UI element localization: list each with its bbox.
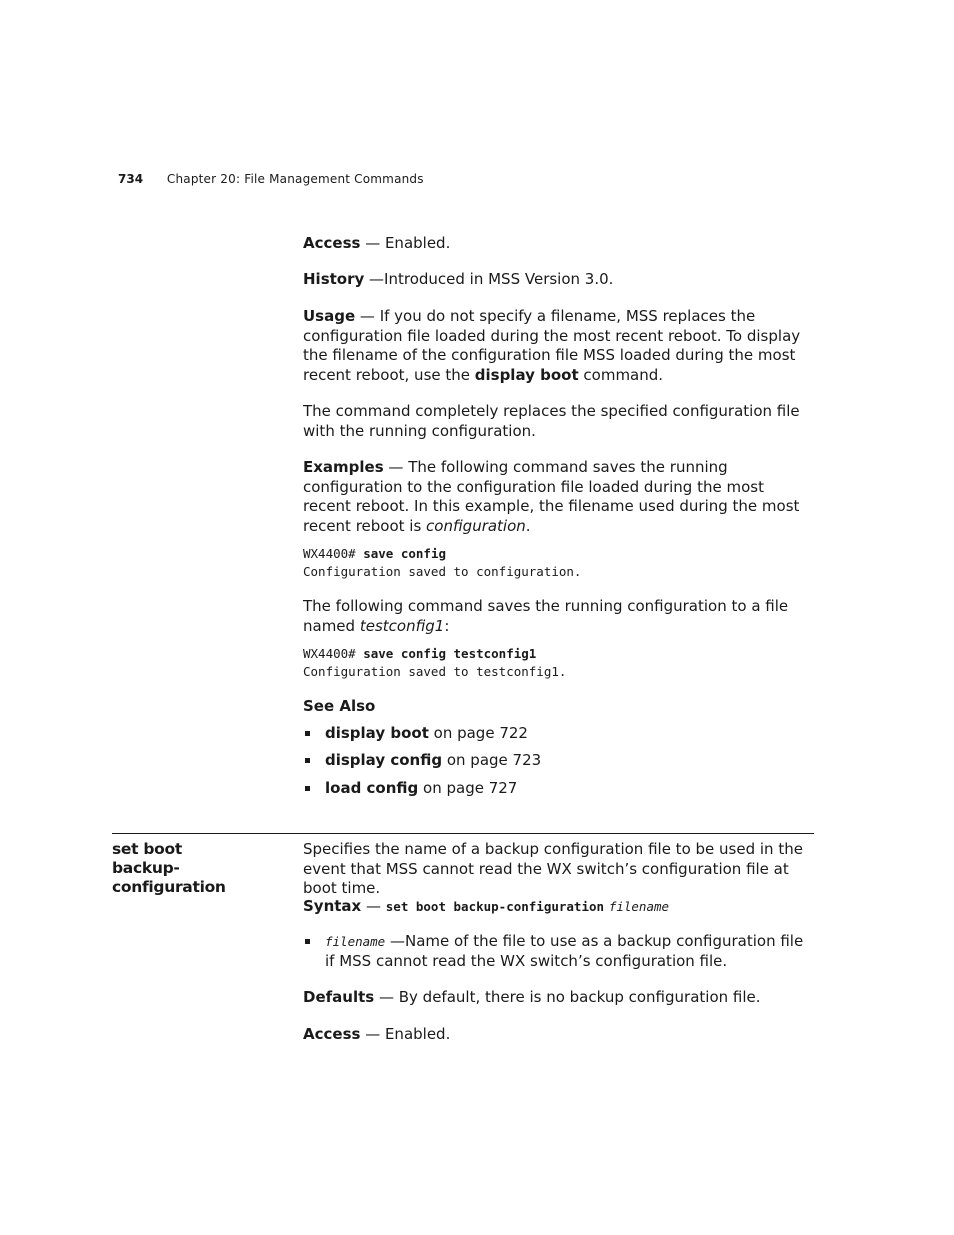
section-title [112,840,292,897]
access-paragraph-2 [303,1025,815,1045]
following-text: The following command saves the running configuration to a file named [303,597,789,635]
following-italic: testconfig1 [359,616,445,635]
see-also-item[interactable] [303,724,815,744]
syntax-paragraph [303,897,815,917]
bullet-square-icon [305,786,310,791]
code2-command: save config testconfig1 [363,646,537,661]
usage-text-end: command. [578,365,664,384]
parameter-item [303,932,815,971]
examples-label: Examples [303,458,384,476]
see-also-item[interactable] [303,751,815,771]
code1-prompt: WX4400# [303,546,364,561]
syntax-command: set boot backup-configuration [385,899,605,914]
defaults-paragraph [303,988,815,1008]
examples-text: — The following command saves the running configuration to the configuration file loaded during the most recent reboot. In this example, the filename used during the most recent reboot is [303,458,800,535]
examples-paragraph [303,458,815,536]
defaults-label: Defaults [303,988,375,1006]
see-also-command[interactable]: display boot [325,724,429,742]
section-title-line2: backup-configuration [112,859,226,896]
see-also-heading [303,697,815,717]
code1-command: save config [363,546,447,561]
page-number: 734 [118,172,144,186]
code-example-1 [303,545,815,581]
access-label-2: Access [303,1025,361,1043]
see-also-page: on page 722 [428,724,528,742]
syntax-dash: — [361,897,386,915]
syntax-parameter: filename [608,899,670,914]
access-label: Access [303,234,361,252]
code-example-2 [303,645,815,681]
replace-text: The command completely replaces the specified configuration file with the running configuration. [303,402,800,440]
code2-output: Configuration saved to testconfig1. [303,664,567,679]
see-also-page: on page 727 [418,779,518,797]
see-also-command[interactable]: display config [325,751,443,769]
chapter-title: Chapter 20: File Management Commands [166,172,424,186]
examples-italic: configuration [426,516,526,535]
following-end: : [444,616,450,635]
bullet-square-icon [305,731,310,736]
history-text: —Introduced in MSS Version 3.0. [364,270,614,288]
access-text: — Enabled. [360,234,451,252]
running-header [118,172,424,186]
bullet-square-icon [305,939,310,944]
usage-text: — If you do not specify a filename, MSS replaces the configuration file loaded during the most recent reboot. To display the filename of the configuration file MSS loaded during the most recent reboot, use the [303,307,801,384]
history-paragraph [303,270,815,290]
usage-paragraph [303,307,815,385]
code1-output: Configuration saved to configuration. [303,564,582,579]
see-also-item[interactable] [303,779,815,799]
examples-end: . [525,516,531,535]
code2-prompt: WX4400# [303,646,364,661]
access-paragraph [303,234,815,254]
defaults-text: — By default, there is no backup configuration file. [374,988,761,1006]
section-title-line1: set boot [112,840,182,858]
syntax-label: Syntax [303,897,362,915]
see-also-page: on page 723 [442,751,542,769]
description-text: Specifies the name of a backup configuration file to be used in the event that MSS cannot read the WX switch’s configuration file at boot time. [303,840,803,897]
usage-label: Usage [303,307,356,325]
following-paragraph [303,597,815,636]
history-label: History [303,270,365,288]
parameter-description: —Name of the file to use as a backup configuration file if MSS cannot read the WX switch’s configuration file. [325,932,804,970]
access-text-2: — Enabled. [360,1025,451,1043]
bullet-square-icon [305,758,310,763]
replace-paragraph [303,402,815,441]
see-also-command[interactable]: load config [325,779,419,797]
parameter-name: filename [325,934,386,949]
usage-command: display boot [474,365,579,384]
section-divider [112,833,814,834]
see-also-label: See Also [303,697,376,715]
section-description [303,840,815,899]
